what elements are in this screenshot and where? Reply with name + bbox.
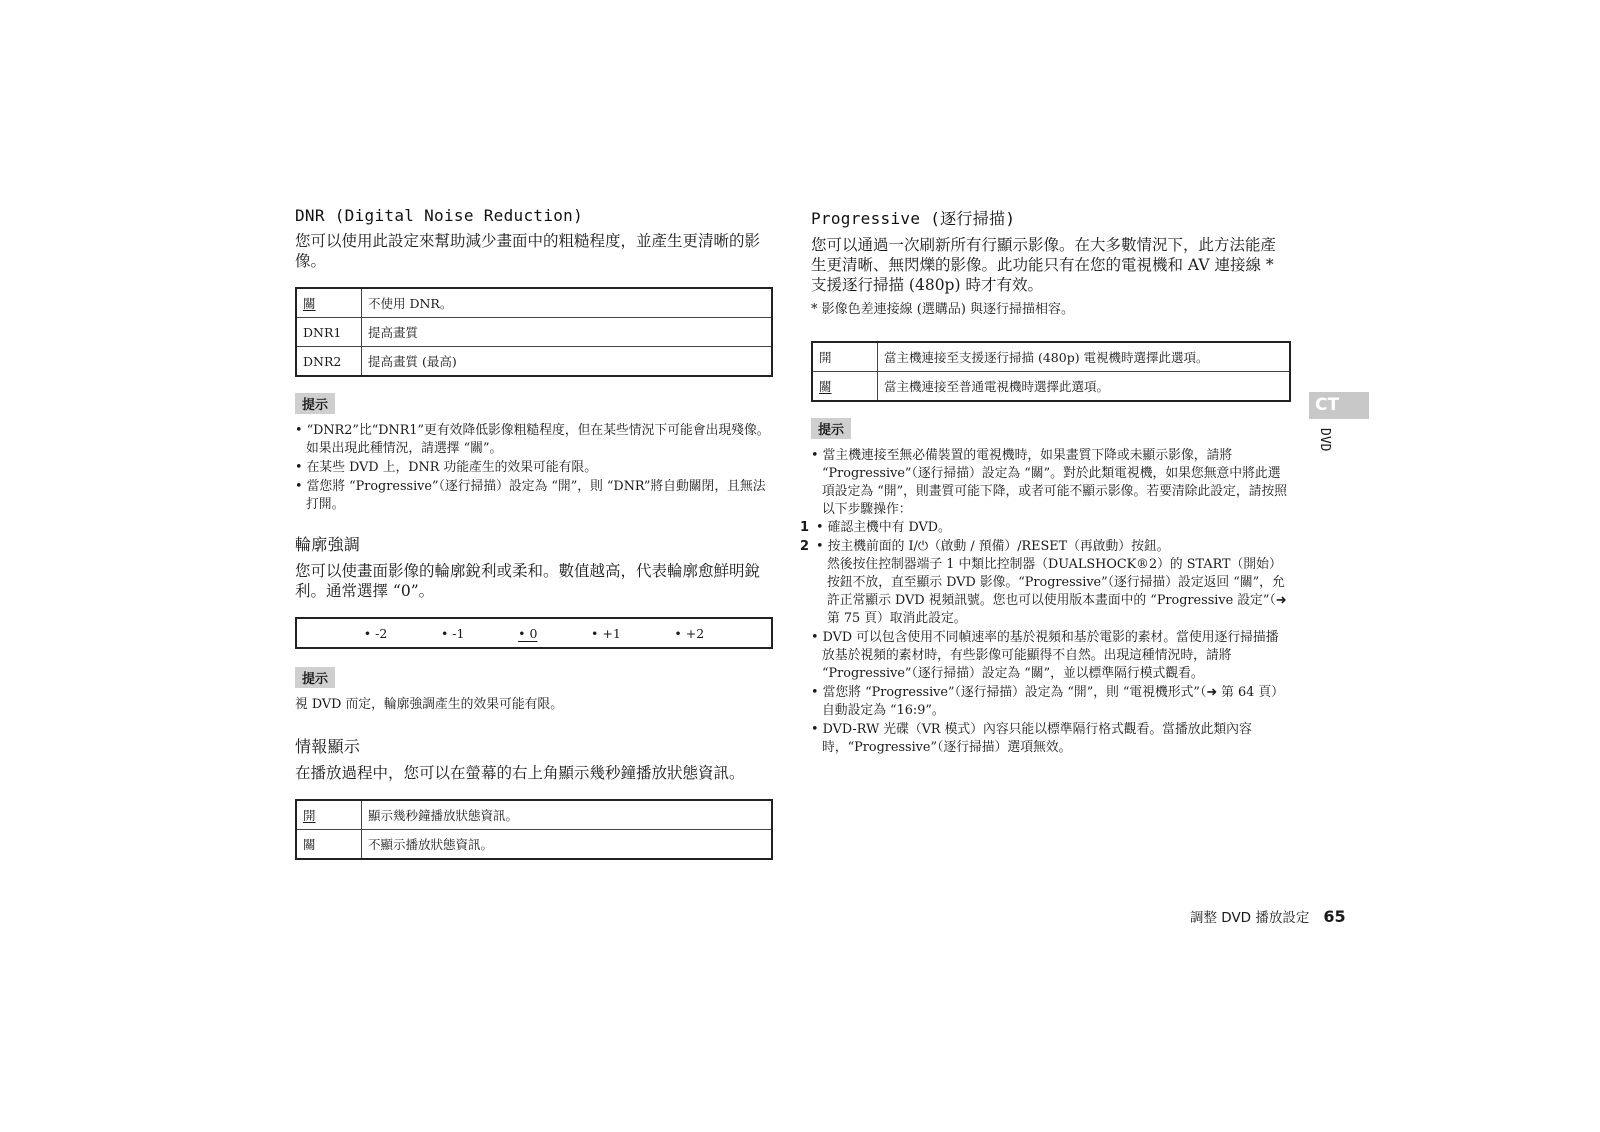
info-option-desc: 不顯示播放狀態資訊。 — [362, 830, 773, 860]
page-number: 65 — [1323, 907, 1346, 926]
dnr-option-desc: 提高畫質 — [362, 318, 773, 347]
section-side-label: DVD — [1317, 428, 1332, 452]
list-item: • 當主機連接至無必備裝置的電視機時，如果畫質下降或未顯示影像，請將 “Progressive”（逐行掃描）設定為 “關”。對於此類電視機，如果您無意中將此選項設定為 “開”，則畫質可能下降，或者可能不顯示影像。若要清除此設定，請按照以下步驟操作： • 1 確認主機中有 DVD。 • 2 按主機前面的 I/⏻（啟動 / 預備）/RESET（再啟動）按鈕。 然後按住控制器端子 1 中類比控制器（DUALSHOCK®2）的 START（開始）按鈕不放，直至顯示 DVD 影像。“Progressive”（逐行掃描）設定返回 “關”，允許正常顯示 DVD 視頻訊號。您也可以使用版本畫面中的 “Progressive 設定”（➜ 第 75 頁）取消此設定。 — [811, 447, 1291, 628]
edge-option: • -1 — [440, 625, 465, 641]
dnr-option-desc: 提高畫質 (最高) — [362, 347, 773, 377]
page-footer — [1190, 906, 1346, 926]
dnr-hints-list — [295, 422, 773, 514]
hint-badge: 提示 — [295, 393, 335, 414]
reset-steps — [800, 519, 1291, 628]
progressive-option-desc: 當主機連接至普通電視機時選擇此選項。 — [878, 372, 1291, 402]
step-item: • 2 按主機前面的 I/⏻（啟動 / 預備）/RESET（再啟動）按鈕。 然後按住控制器端子 1 中類比控制器（DUALSHOCK®2）的 START（開始）按鈕不放，直至顯示 DVD 影像。“Progressive”（逐行掃描）設定返回 “關”，允許正常顯示 DVD 視頻訊號。您也可以使用版本畫面中的 “Progressive 設定”（➜ 第 75 頁）取消此設定。 — [811, 538, 1291, 628]
hint-badge: 提示 — [295, 667, 335, 688]
progressive-intro: 您可以通過一次刷新所有行顯示影像。在大多數情況下，此方法能產生更清晰、無閃爍的影像。此功能只有在您的電視機和 AV 連接線 * 支援逐行掃描 (480p) 時才有效。 — [811, 236, 1277, 294]
list-item: • DVD-RW 光碟（VR 模式）內容只能以標準隔行格式觀看。當播放此類內容時，“Progressive”（逐行掃描）選項無效。 — [811, 721, 1291, 757]
progressive-hints-list — [800, 447, 1291, 757]
list-item: • 當您將 “Progressive”（逐行掃描）設定為 “開”，則 “DNR”將自動關閉，且無法打開。 — [295, 478, 773, 514]
footer-section-title: 調整 DVD 播放設定 — [1190, 910, 1310, 926]
info-option-on: 開 — [303, 808, 316, 823]
step-item: • 1 確認主機中有 DVD。 — [811, 519, 1291, 537]
table-row — [812, 372, 1290, 402]
progressive-footnote: * 影像色差連接線 (選購品) 與逐行掃描相容。 — [811, 302, 1075, 317]
table-row — [296, 318, 772, 347]
edge-option-selected: • 0 — [518, 625, 538, 641]
language-tab: CT — [1309, 392, 1369, 419]
dnr-option-dnr1: DNR1 — [296, 318, 362, 347]
table-row — [296, 800, 772, 830]
info-option-desc: 顯示幾秒鐘播放狀態資訊。 — [362, 800, 773, 830]
edge-option: • +2 — [674, 625, 705, 641]
info-heading: 情報顯示 — [295, 737, 361, 756]
list-item: • 在某些 DVD 上，DNR 功能產生的效果可能有限。 — [295, 459, 773, 477]
edge-option: • +1 — [590, 625, 621, 641]
table-row — [812, 342, 1290, 372]
dnr-intro: 您可以使用此設定來幫助減少畫面中的粗糙程度，並產生更清晰的影像。 — [295, 232, 761, 270]
list-item: • DVD 可以包含使用不同幀速率的基於視頻和基於電影的素材。當使用逐行掃描播放基於視頻的素材時，有些影像可能顯得不自然。出現這種情況時，請將 “Progressive”（逐行掃描）設定為 “關”，並以標準隔行模式觀看。 — [811, 629, 1291, 683]
info-options-table — [295, 799, 773, 860]
edge-hint-text: 視 DVD 而定，輪廓強調產生的效果可能有限。 — [295, 697, 564, 712]
dnr-options-table — [295, 287, 773, 377]
edge-intro: 您可以使畫面影像的輪廓銳利或柔和。數值越高，代表輪廓愈鮮明銳利。通常選擇 “0”。 — [295, 562, 761, 600]
edge-level-selector — [295, 617, 773, 649]
edge-heading: 輪廓強調 — [295, 535, 361, 554]
progressive-option-on: 開 — [812, 342, 878, 372]
progressive-option-desc: 當主機連接至支援逐行掃描 (480p) 電視機時選擇此選項。 — [878, 342, 1291, 372]
table-row — [296, 830, 772, 860]
dnr-option-desc: 不使用 DNR。 — [362, 288, 773, 318]
progressive-heading: Progressive (逐行掃描) — [811, 209, 1016, 228]
hint-badge: 提示 — [811, 418, 851, 439]
progressive-option-off: 關 — [819, 379, 832, 394]
list-item: • 當您將 “Progressive”（逐行掃描）設定為 “開”，則 “電視機形式”（➜ 第 64 頁）自動設定為 “16:9”。 — [811, 684, 1291, 720]
dnr-option-off: 關 — [303, 296, 316, 311]
progressive-options-table — [811, 341, 1291, 402]
left-column — [295, 206, 773, 876]
info-option-off: 關 — [296, 830, 362, 860]
list-item: • “DNR2”比“DNR1”更有效降低影像粗糙程度，但在某些情況下可能會出現殘像。如果出現此種情況，請選擇 “關”。 — [295, 422, 773, 458]
edge-option: • -2 — [363, 625, 388, 641]
info-intro: 在播放過程中，您可以在螢幕的右上角顯示幾秒鐘播放狀態資訊。 — [295, 764, 745, 782]
right-column — [800, 206, 1291, 775]
table-row — [296, 288, 772, 318]
dnr-option-dnr2: DNR2 — [296, 347, 362, 377]
dnr-heading: DNR (Digital Noise Reduction) — [295, 206, 584, 225]
table-row — [296, 347, 772, 377]
